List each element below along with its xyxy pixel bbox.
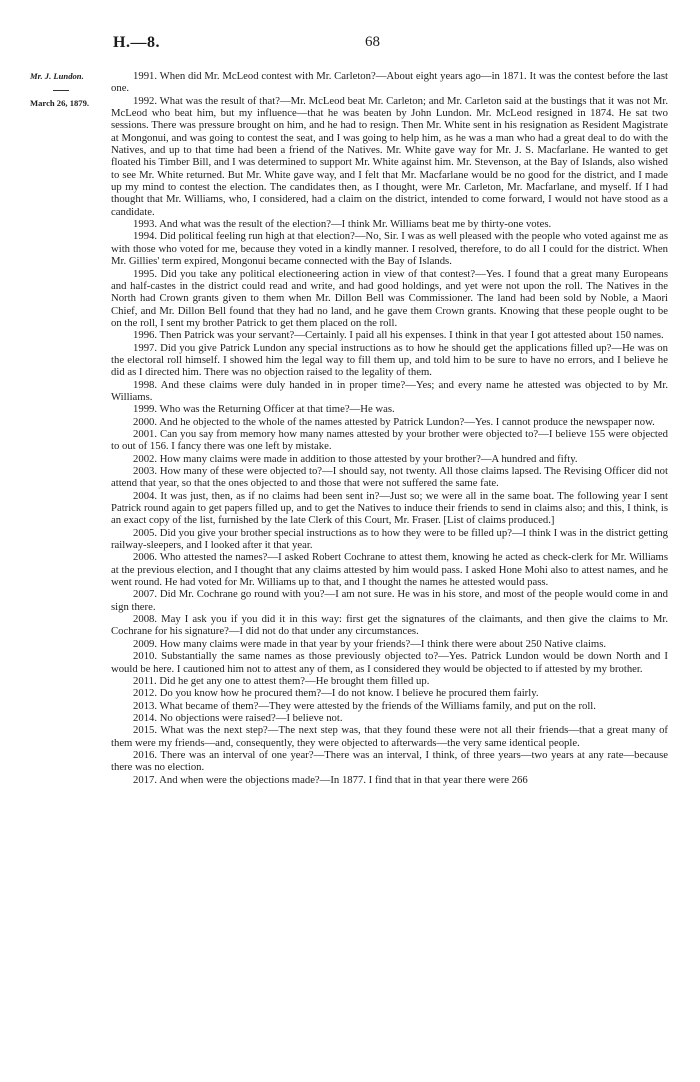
question-paragraph: 2016. There was an interval of one year?—There was an interval, I think, of three years—two years at any rate—because there was no election.: [111, 748, 668, 774]
question-paragraph: 1992. What was the result of that?—Mr. McLeod beat Mr. Carleton; and Mr. Carleton said at the bustings that it was not Mr. McLeod who beat him, but my influence—that he was beaten by John Lundon. Mr. McLeod resigned in 1874. He sat two sessions. There was pressure brought on him, and he had to resign. Then Mr. White sent in his resignation as Resident Magistrate at Mongonui, and was going to contest the seat, and I was going to help him, as he was a man who had a great deal to do with the Natives, and up to that time had been a friend of the Natives. Mr. White gave way for Mr. J. S. Macfarlane. He wanted to get floated his Timber Bill, and I was determined to support Mr. White against him. Mr. Stevenson, at the Bay of Islands, also wished to see Mr. White returned. But Mr. White gave way, and I felt that Mr. Macfarlane would be no good for the district, and I made up my mind to contest the election. The candidates then, as I thought, were Mr. Carleton, Mr. Macfarlane, and myself. If I had thought that Mr. Williams, who, I considered, had a claim on the district, intended to come forward, I would not have stood as a candidate.: [111, 94, 668, 218]
question-paragraph: 2012. Do you know how he procured them?—I do not know. I believe he procured them fairly.: [133, 687, 539, 700]
question-paragraph: 2002. How many claims were made in addition to those attested by your brother?—A hundred and fifty.: [133, 452, 578, 465]
page-header: [0, 34, 700, 54]
question-paragraph: 2005. Did you give your brother special instructions as to how they were to be filled up?—I think I was in the district getting railway-sleepers, and I looked after it that year.: [111, 526, 668, 552]
margin-notes: [30, 70, 110, 109]
question-paragraph: 1998. And these claims were duly handed in in proper time?—Yes; and every name he attested was objected to by Mr. Williams.: [111, 378, 668, 403]
question-paragraph: 1996. Then Patrick was your servant?—Certainly. I paid all his expenses. I think in that year I got attested about 150 names.: [133, 329, 664, 342]
witness-name: Mr. J. Lundon.: [30, 71, 84, 81]
question-paragraph: 2014. No objections were raised?—I believe not.: [133, 711, 343, 724]
question-paragraph: 1991. When did Mr. McLeod contest with Mr. Carleton?—About eight years ago—in 1871. It was the contest before the last one.: [111, 70, 668, 95]
question-paragraph: 2000. And he objected to the whole of the names attested by Patrick Lundon?—Yes. I cannot produce the newspaper now.: [133, 415, 655, 428]
question-paragraph: 1997. Did you give Patrick Lundon any special instructions as to how he should get the applications filled up?—He was on the electoral roll himself. I showed him the legal way to fill them up, and told him to be sure to have no errors, and I believe he did as I directed him. There was no objection raised to the legality of them.: [111, 341, 668, 379]
question-paragraph: 2010. Substantially the same names as those previously objected to?—Yes. Patrick Lundon would be down North and I would be here. I cautioned him not to attest any of them, as I considered they would be objected to if attested by my brother.: [111, 650, 668, 675]
testimony-body: [111, 70, 668, 786]
question-paragraph: 2015. What was the next step?—The next step was, that they found these were not all their friends—that a great many of them were my friends—and, consequently, they were objected to afterwards—the very same identical people.: [111, 724, 668, 749]
question-paragraph: 2003. How many of these were objected to?—I should say, not twenty. All those claims lapsed. The Revising Officer did not attend that year, so that the ones objected to and those that were not suffered the same fate.: [111, 465, 668, 490]
page-number: 68: [365, 34, 380, 50]
page-reference: H.—8.: [113, 34, 160, 51]
session-date: March 26, 1879.: [30, 98, 90, 108]
question-paragraph: 2011. Did he get any one to attest them?—He brought them filled up.: [133, 674, 430, 687]
question-paragraph: 2008. May I ask you if you did it in this way: first get the signatures of the claimants, and then give the claims to Mr. Cochrane for his signature?—I did not do that under any circumstances.: [111, 613, 668, 638]
question-paragraph: 2017. And when were the objections made?—In 1877. I find that in that year there were 266: [133, 773, 528, 786]
question-paragraph: 1995. Did you take any political electioneering action in view of that contest?—Yes. I found that a great many Europeans and half-castes in the district could read and write, and had good holdings, and yet were not upon the roll. The Natives in the North had Crown grants given to them when Mr. Dillon Bell was Commissioner. The land had been sold by Noble, a Maori Chief, and Mr. Dillon Bell found that they had no land, and he gave them Crown grants. Knowing that these people ought to be on the roll, I sent my brother Patrick to get them placed on the roll.: [111, 267, 668, 329]
question-paragraph: 2001. Can you say from memory how many names attested by your brother were objected to?—I believe 155 were objected to out of 156. I fancy there was one left by mistake.: [111, 427, 668, 453]
question-paragraph: 1994. Did political feeling run high at that election?—No, Sir. I was as well pleased with the people who voted against me as with those who voted for me, because they voted in a kindly manner. I resolved, therefore, to do all I could for the district. When Mr. Gillies' term expired, Mongonui became connected with the Bay of Islands.: [111, 230, 668, 268]
margin-divider: [53, 90, 69, 91]
question-paragraph: 1999. Who was the Returning Officer at that time?—He was.: [133, 403, 395, 416]
question-paragraph: 2006. Who attested the names?—I asked Robert Cochrane to attest them, knowing he acted as check-clerk for Mr. Williams at the previous election, and I thought that any claims attested by him would pass. I asked Hone Mohi also to attest names, and he went round. He had voted for Mr. Williams up to that, and I thought the names he attested would pass.: [111, 551, 668, 589]
question-paragraph: 2013. What became of them?—They were attested by the friends of the Williams family, and put on the roll.: [133, 699, 596, 712]
question-paragraph: 2007. Did Mr. Cochrane go round with you?—I am not sure. He was in his store, and most of the people would come in and sign there.: [111, 588, 668, 613]
question-paragraph: 1993. And what was the result of the election?—I think Mr. Williams beat me by thirty-one votes.: [133, 218, 552, 231]
question-paragraph: 2009. How many claims were made in that year by your friends?—I think there were about 250 Native claims.: [133, 637, 607, 650]
question-paragraph: 2004. It was just, then, as if no claims had been sent in?—Just so; we were all in the same boat. The following year I sent Patrick round again to get papers filled up, and to get the Natives to induce their friends to send in claims also; and this, I think, is an exact copy of the list, furnished by the late Clerk of this Court, Mr. Fraser. [List of claims produced.]: [111, 489, 668, 527]
